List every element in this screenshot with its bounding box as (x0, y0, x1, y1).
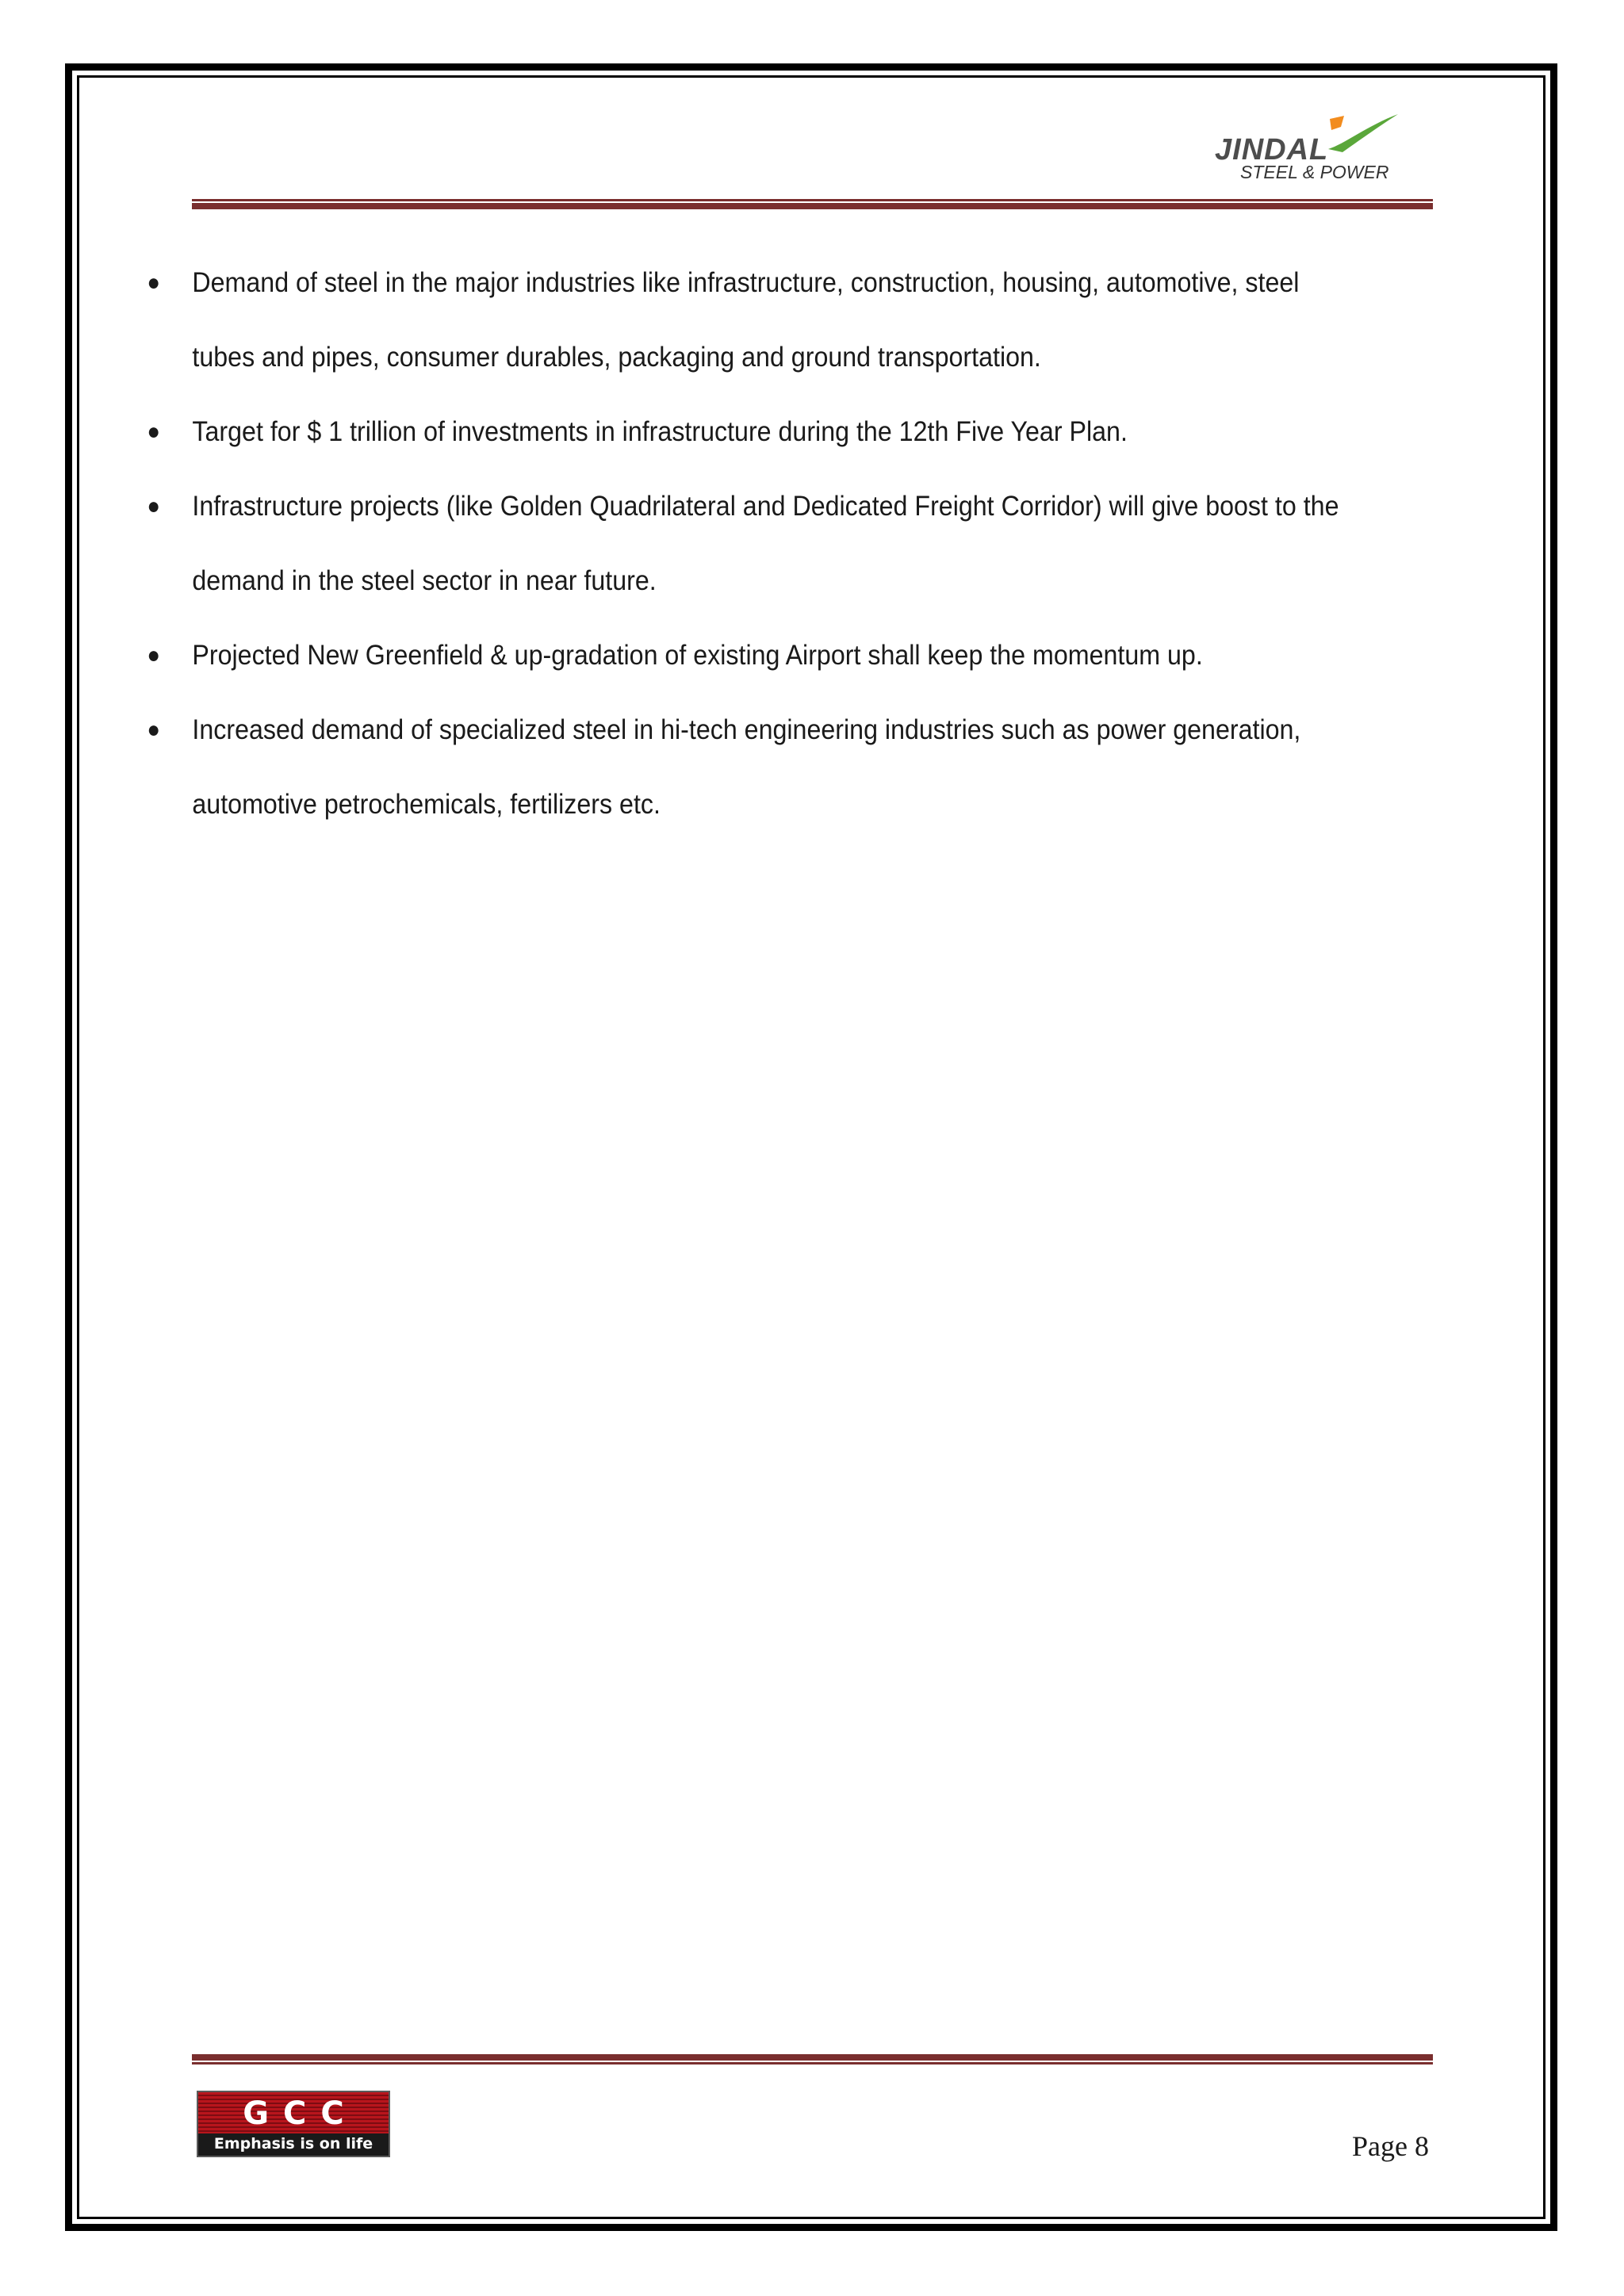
jindal-steel-power-logo (1205, 109, 1402, 187)
bullet-line (141, 246, 1447, 320)
bullet-text: demand in the steel sector in near future. (192, 565, 657, 596)
footer-rule (192, 2054, 1433, 2064)
bullet-text: Projected New Greenfield & up-gradation of existing Airport shall keep the momentum up. (192, 640, 1203, 671)
bullet-icon: ● (147, 642, 161, 668)
bullet-text: automotive petrochemicals, fertilizers etc. (192, 789, 661, 820)
bullet-text: Increased demand of specialized steel in hi-tech engineering industries such as power generation, (192, 714, 1301, 745)
jindal-logo-wordmark: JINDAL (1215, 133, 1329, 166)
gcc-logo-wordmark: GCC (243, 2095, 358, 2132)
bullet-line-continuation (141, 767, 1447, 842)
list-item (141, 693, 1442, 842)
gcc-logo-tagline: Emphasis is on life (213, 2135, 373, 2152)
jindal-logo-subtitle: STEEL & POWER (1240, 162, 1389, 182)
bullet-line-continuation (141, 320, 1447, 395)
bullet-text: Target for $ 1 trillion of investments in infrastructure during the 12th Five Year Plan. (192, 416, 1128, 447)
gcc-logo (197, 2091, 390, 2157)
bullet-icon: ● (147, 717, 161, 743)
bullet-icon: ● (147, 270, 161, 296)
page-number: Page 8 (1352, 2130, 1429, 2162)
bullet-line (141, 693, 1447, 767)
bullet-line (141, 618, 1447, 693)
list-item (141, 395, 1442, 469)
list-item (141, 618, 1442, 693)
bullet-icon: ● (147, 419, 161, 445)
bullet-text: Infrastructure projects (like Golden Quadrilateral and Dedicated Freight Corridor) will give boost to the (192, 491, 1339, 522)
list-item (141, 246, 1442, 395)
bullet-line (141, 469, 1447, 544)
list-item (141, 469, 1442, 618)
bullet-list (141, 246, 1442, 842)
bullet-text: Demand of steel in the major industries like infrastructure, construction, housing, automotive, steel (192, 267, 1300, 298)
bullet-line (141, 395, 1447, 469)
bullet-text: tubes and pipes, consumer durables, packaging and ground transportation. (192, 342, 1041, 373)
header-rule (192, 199, 1433, 209)
bullet-line-continuation (141, 544, 1447, 618)
bullet-icon: ● (147, 493, 161, 519)
